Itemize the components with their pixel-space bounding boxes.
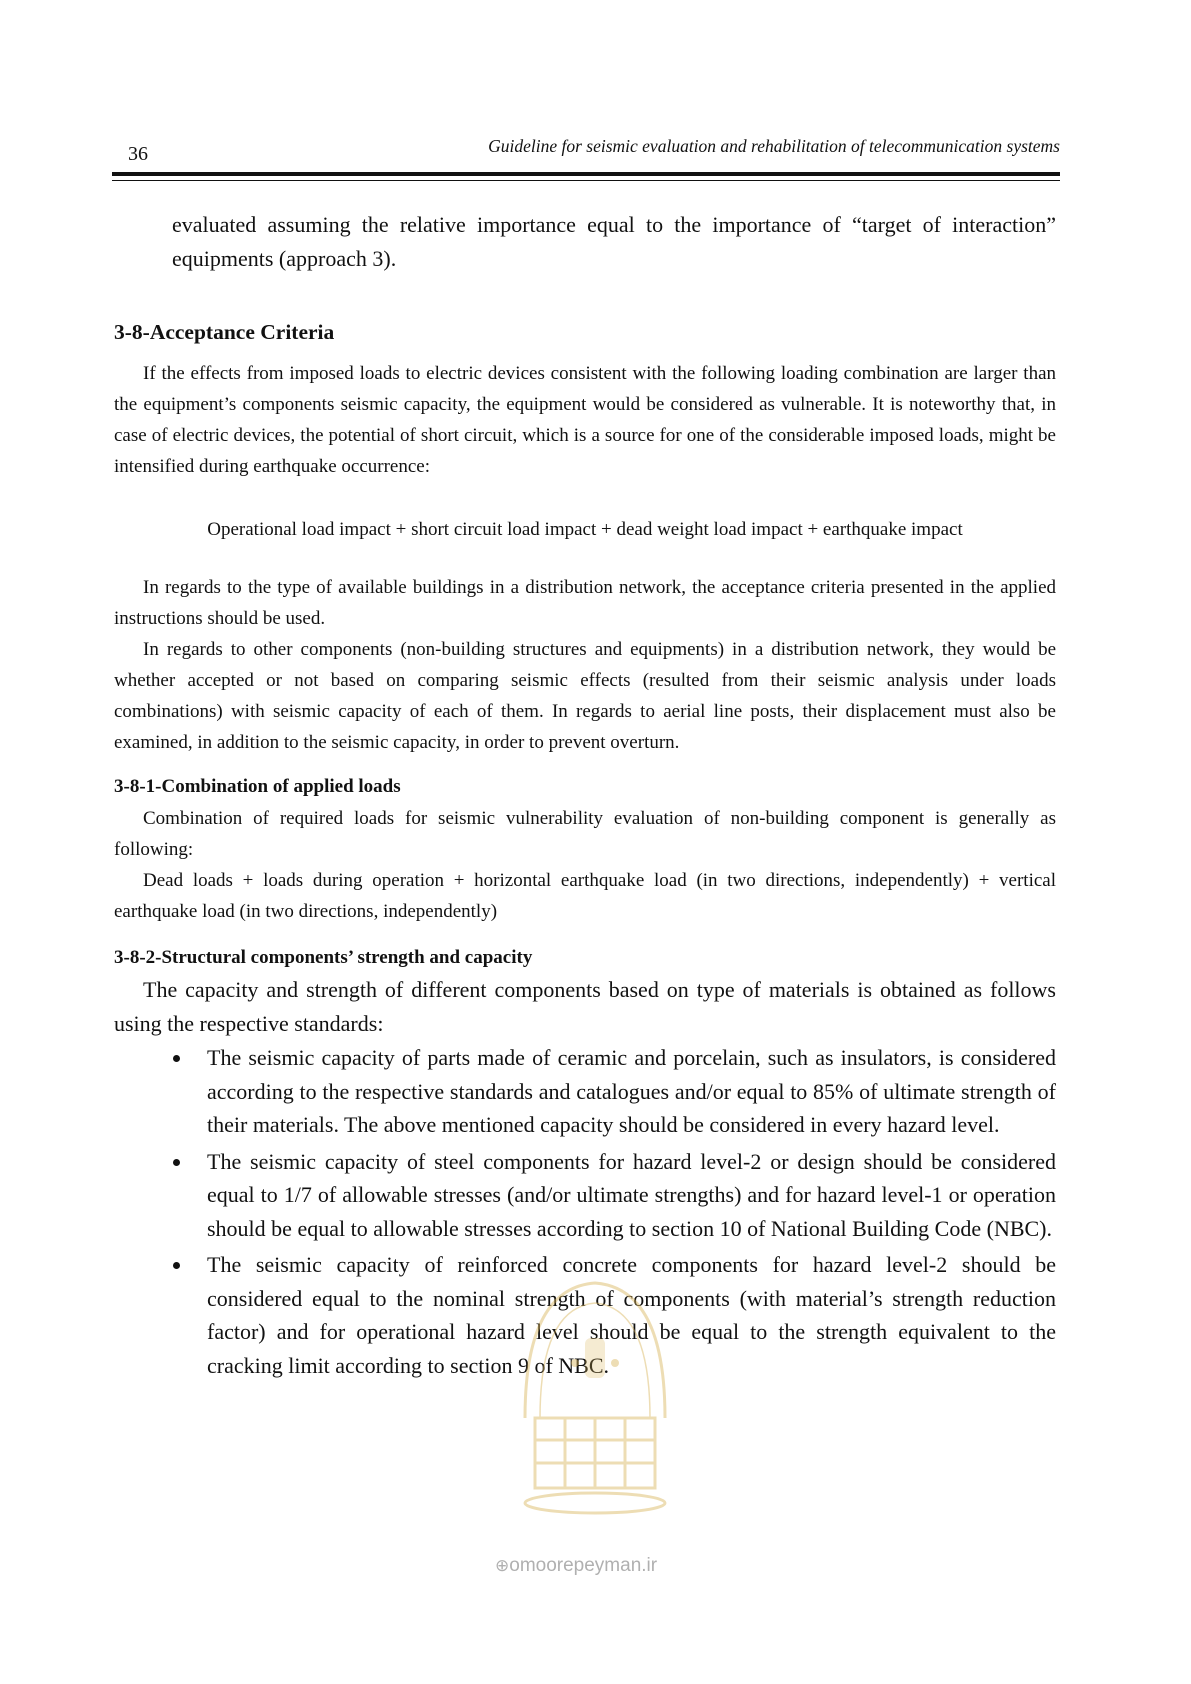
- list-item-text: The seismic capacity of parts made of ceramic and porcelain, such as insulators, is considered according to the respective standards and catalogues and/or equal to 85% of ultimate strength of their materials. The above mentioned capacity should be considered in every hazard level.: [207, 1045, 1056, 1137]
- list-item: [207, 1041, 1056, 1142]
- acceptance-criteria-paragraph: If the effects from imposed loads to electric devices consistent with the following loading combination are larger than the equipment’s components seismic capacity, the equipment would be considered as vulnerable. It is noteworthy that, in case of electric devices, the potential of short circuit, which is a source for one of the considerable imposed loads, might be intensified during earthquake occurrence:: [114, 363, 1056, 477]
- other-components-paragraph: In regards to other components (non-building structures and equipments) in a distribution network, they would be whether accepted or not based on comparing seismic effects (resulted from their seismic analysis under loads combinations) with seismic capacity of each of them. In regards to aerial line posts, their displacement must also be examined, in addition to the seismic capacity, in order to prevent overturn.: [114, 639, 1056, 753]
- list-item-text: The seismic capacity of steel components for hazard level-2 or design should be considered equal to 1/7 of allowable stresses (and/or ultimate strengths) and for hazard level-1 or operation should be equal to allowable stresses according to section 10 of National Building Code (NBC).: [207, 1148, 1056, 1241]
- combination-paragraph: Combination of required loads for seismic vulnerability evaluation of non-building component is generally as following:: [114, 808, 1056, 860]
- bullet-icon: [173, 1055, 180, 1062]
- list-item-text: The seismic capacity of reinforced concrete components for hazard level-2 should be considered equal to the nominal strength of components (with material’s strength reduction factor) and for operational hazard level should be equal to the strength equivalent to the cracking limit according to section 9 of NBC.: [207, 1252, 1056, 1378]
- watermark-site-text: ⊕omoorepeyman.ir: [495, 1555, 658, 1576]
- header-rule-thick: [112, 172, 1060, 176]
- header-rule-thin: [112, 180, 1060, 181]
- dead-loads-paragraph: Dead loads + loads during operation + horizontal earthquake load (in two directions, independently) + vertical earthquake load (in two directions, independently): [114, 870, 1056, 922]
- section-heading-3-8-1: 3-8-1-Combination of applied loads: [114, 776, 401, 797]
- buildings-paragraph: In regards to the type of available buildings in a distribution network, the acceptance criteria presented in the applied instructions should be used.: [114, 577, 1056, 629]
- page-number: 36: [128, 143, 148, 165]
- continuation-paragraph: evaluated assuming the relative importance equal to the importance of “target of interaction” equipments (approach 3).: [172, 212, 1056, 271]
- watermark-seal-icon: [505, 1268, 685, 1518]
- strength-capacity-paragraph: The capacity and strength of different components based on type of materials is obtained as follows using the respective standards:: [114, 977, 1056, 1036]
- list-item: [207, 1145, 1056, 1246]
- globe-icon: ⊕: [495, 1556, 510, 1575]
- running-header: Guideline for seismic evaluation and rehabilitation of telecommunication systems: [488, 136, 1060, 156]
- page-body: [114, 208, 1056, 1385]
- section-heading-3-8-2: 3-8-2-Structural components’ strength and capacity: [114, 947, 533, 968]
- bullet-icon: [173, 1262, 180, 1269]
- bullet-icon: [173, 1159, 180, 1166]
- section-heading-3-8: 3-8-Acceptance Criteria: [114, 320, 335, 344]
- load-combination-formula: Operational load impact + short circuit load impact + dead weight load impact + earthquake impact: [207, 519, 963, 540]
